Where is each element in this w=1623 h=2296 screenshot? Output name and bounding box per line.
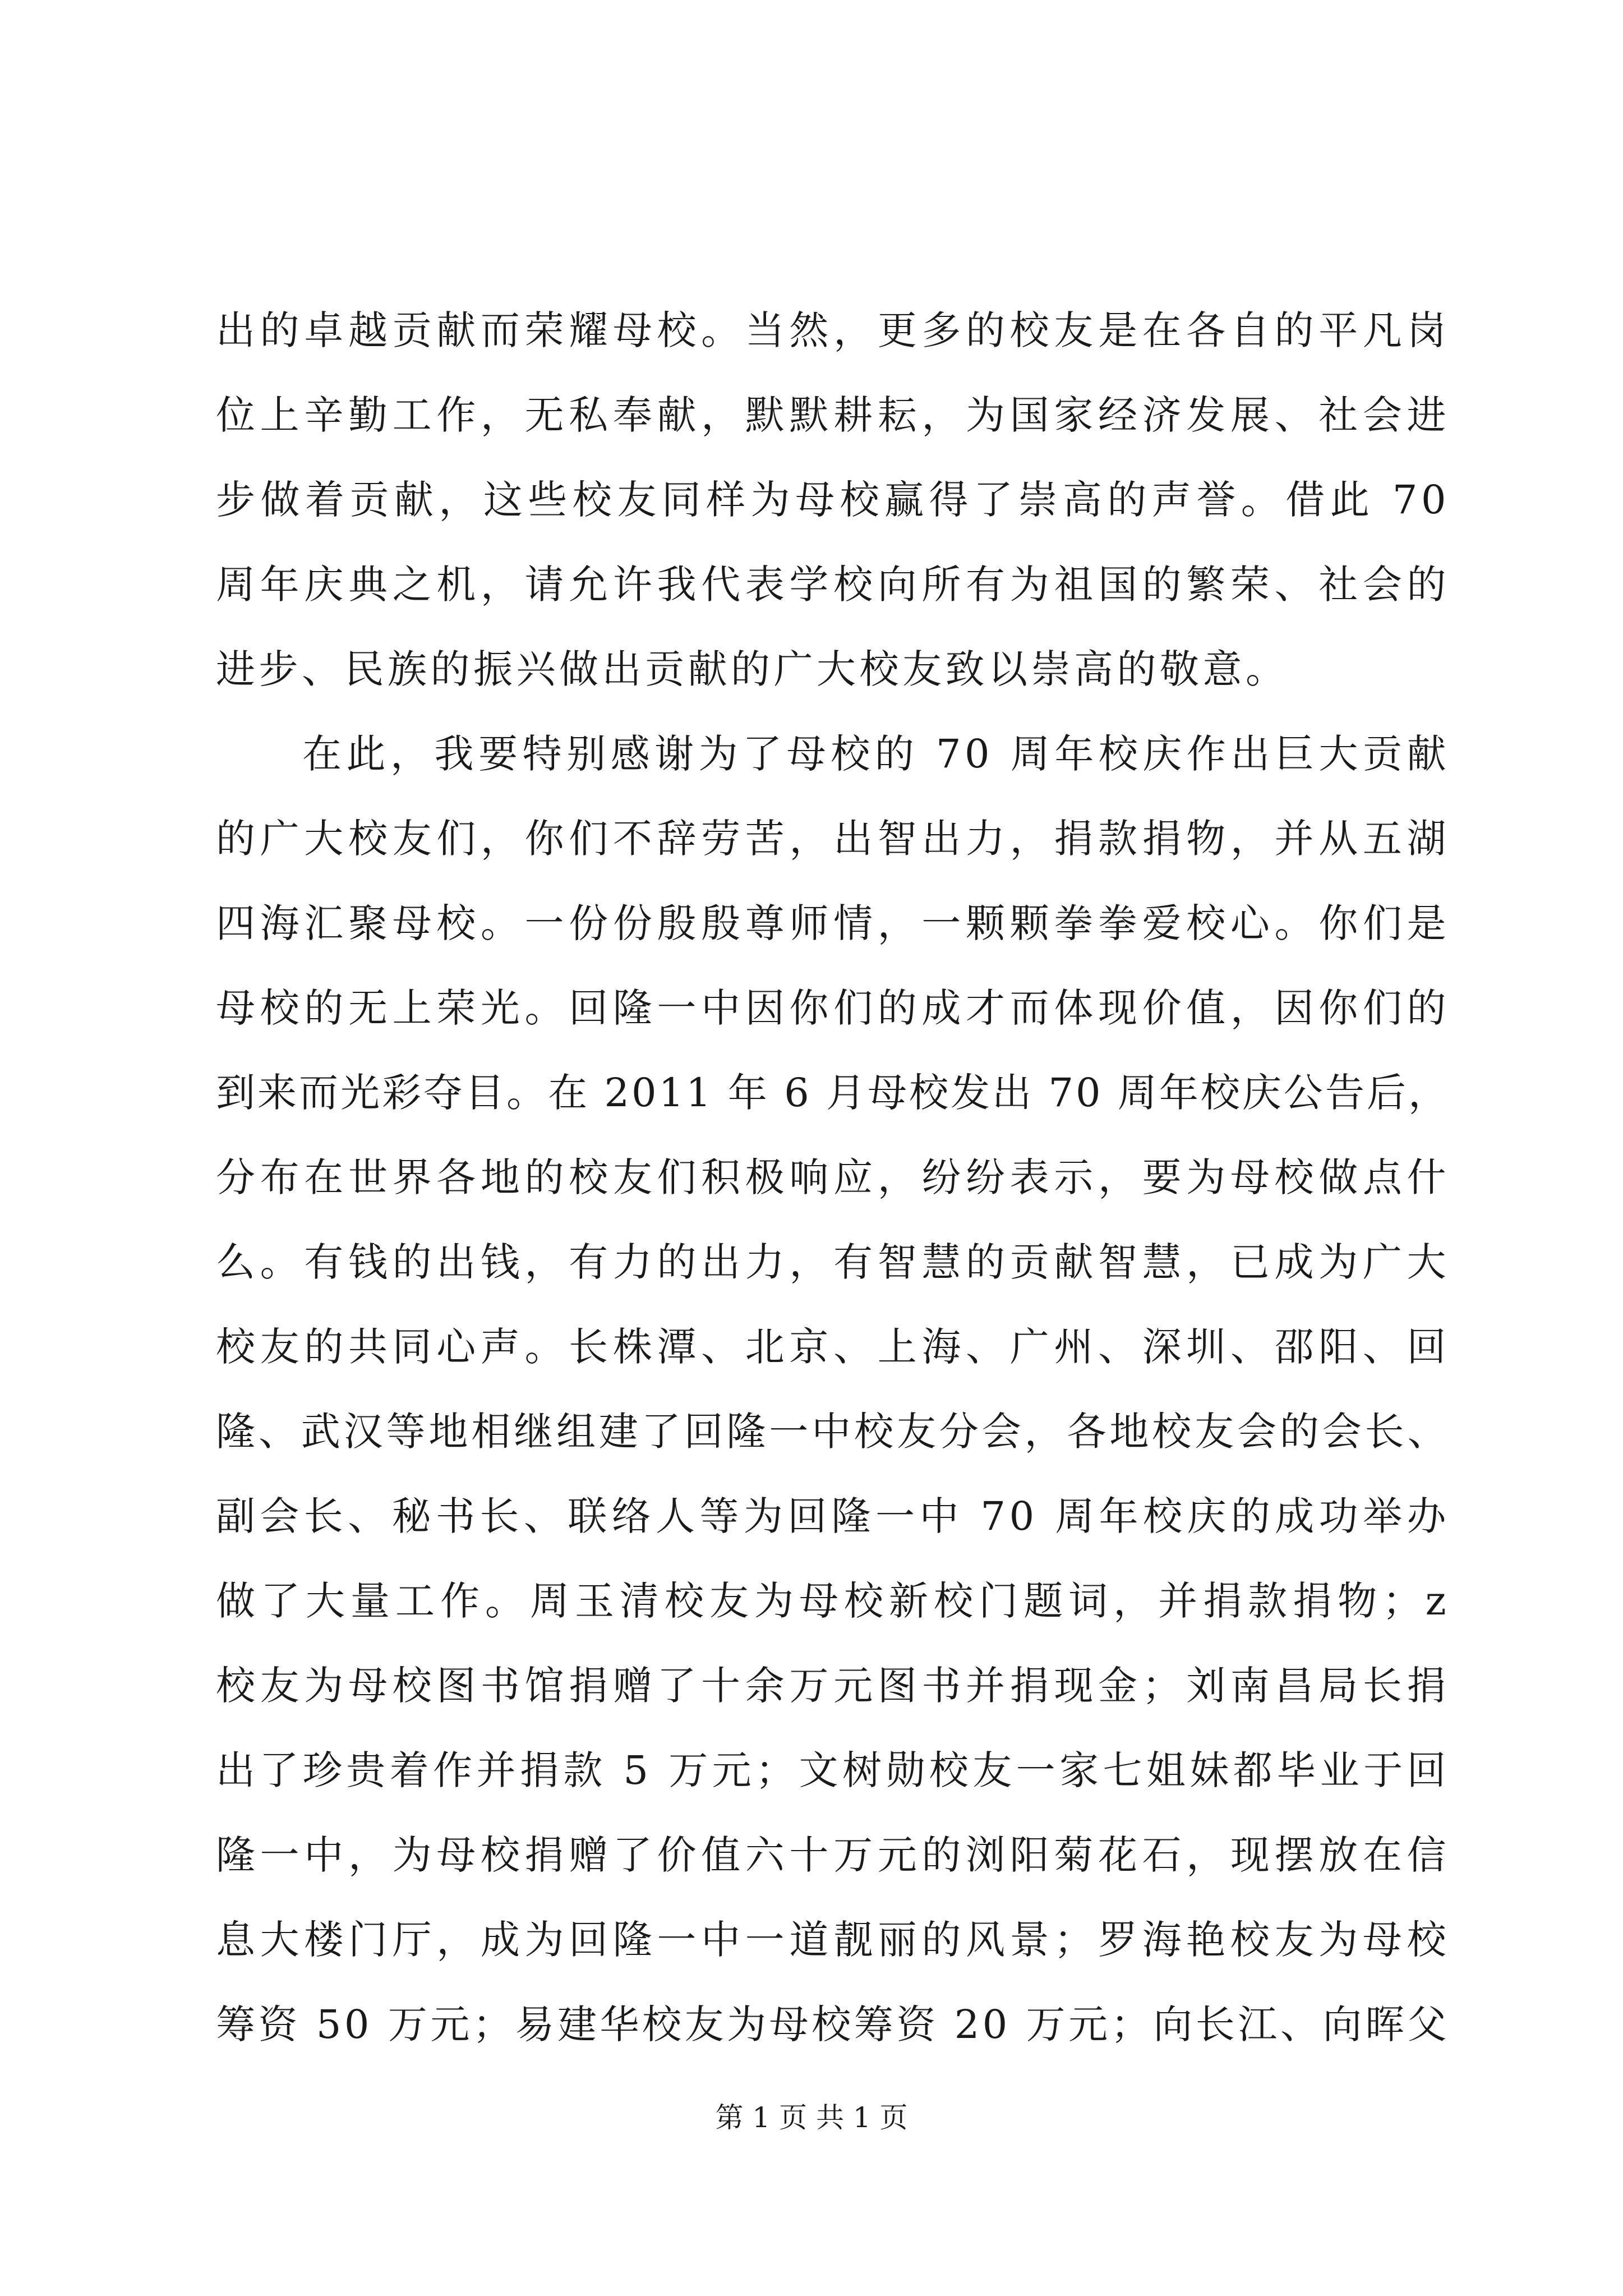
text-line: 的广大校友们，你们不辞劳苦，出智出力，捐款捐物，并从五湖 [216, 816, 1450, 862]
text-line: 周年庆典之机，请允许我代表学校向所有为祖国的繁荣、社会的 [216, 562, 1450, 608]
text-line: 校友为母校图书馆捐赠了十余万元图书并捐现金；刘南昌局长捐 [216, 1663, 1450, 1709]
text-line: 步做着贡献，这些校友同样为母校赢得了崇高的声誉。借此 70 [216, 477, 1450, 523]
text-line: 位上辛勤工作，无私奉献，默默耕耘，为国家经济发展、社会进 [216, 392, 1450, 438]
text-line: 息大楼门厅，成为回隆一中一道靓丽的风景；罗海艳校友为母校 [216, 1917, 1450, 1963]
text-line: 到来而光彩夺目。在 2011 年 6 月母校发出 70 周年校庆公告后， [216, 1070, 1450, 1116]
text-line: 出的卓越贡献而荣耀母校。当然，更多的校友是在各自的平凡岗 [216, 307, 1450, 353]
text-line: 出了珍贵着作并捐款 5 万元；文树勋校友一家七姐妹都毕业于回 [216, 1747, 1450, 1793]
text-line: 进步、民族的振兴做出贡献的广大校友致以崇高的敬意。 [216, 646, 1289, 692]
text-line: 隆、武汉等地相继组建了回隆一中校友分会，各地校友会的会长、 [216, 1409, 1450, 1455]
text-line: 母校的无上荣光。回隆一中因你们的成才而体现价值，因你们的 [216, 985, 1450, 1031]
text-line: 做了大量工作。周玉清校友为母校新校门题词，并捐款捐物；z [216, 1578, 1450, 1624]
text-line: 校友的共同心声。长株潭、北京、上海、广州、深圳、邵阳、回 [216, 1324, 1450, 1370]
paragraph-start-line: 在此，我要特别感谢为了母校的 70 周年校庆作出巨大贡献 [302, 731, 1450, 777]
page-number-footer: 第 1 页 共 1 页 [715, 2101, 908, 2134]
text-line: 副会长、秘书长、联络人等为回隆一中 70 周年校庆的成功举办 [216, 1493, 1450, 1539]
text-line: 分布在世界各地的校友们积极响应，纷纷表示，要为母校做点什 [216, 1154, 1450, 1200]
text-line: 么。有钱的出钱，有力的出力，有智慧的贡献智慧，已成为广大 [216, 1239, 1450, 1285]
text-line: 隆一中，为母校捐赠了价值六十万元的浏阳菊花石，现摆放在信 [216, 1832, 1450, 1878]
text-line: 四海汇聚母校。一份份殷殷尊师情，一颗颗拳拳爱校心。你们是 [216, 900, 1450, 946]
text-line: 筹资 50 万元；易建华校友为母校筹资 20 万元；向长江、向晖父 [216, 2001, 1450, 2047]
